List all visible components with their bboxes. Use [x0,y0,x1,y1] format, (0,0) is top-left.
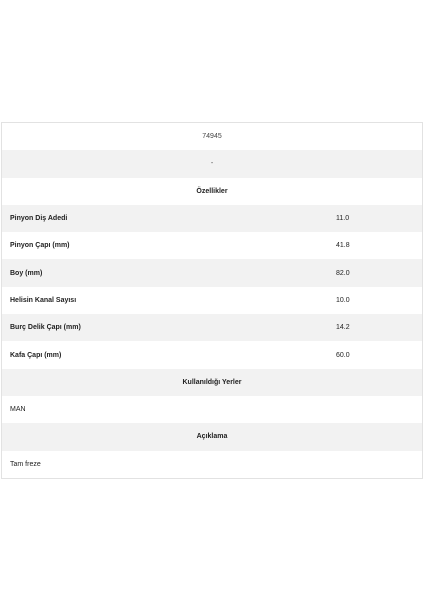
features-title: Özellikler [196,187,228,195]
spec-row [2,341,422,368]
spec-row [2,259,422,286]
description-title: Açıklama [196,433,228,441]
product-code: 74945 [202,133,222,141]
usage-row [2,396,422,423]
spec-label: Kafa Çapı (mm) [10,351,62,359]
spec-value: 82.0 [336,269,350,277]
usage-value: MAN [10,406,26,414]
spec-value: 11.0 [336,215,350,223]
spec-label: Helisin Kanal Sayısı [10,296,77,304]
usage-header-row [2,369,422,396]
product-spec-table [1,122,423,479]
description-header-row [2,423,422,450]
spec-label: Pinyon Çapı (mm) [10,242,70,250]
product-dash-row [2,150,422,177]
spec-row [2,314,422,341]
usage-title: Kullanıldığı Yerler [182,378,242,386]
spec-value: 14.2 [336,324,350,332]
spec-label: Pinyon Diş Adedi [10,215,68,223]
product-code-row [2,123,422,150]
spec-value: 41.8 [336,242,350,250]
features-header-row [2,178,422,205]
spec-row [2,232,422,259]
description-row [2,451,422,478]
spec-row [2,287,422,314]
spec-label: Boy (mm) [10,269,43,277]
product-dash: - [210,160,214,168]
spec-row [2,205,422,232]
spec-value: 60.0 [336,351,350,359]
spec-label: Burç Delik Çapı (mm) [10,324,81,332]
spec-value: 10.0 [336,296,350,304]
description-value: Tam freze [10,460,41,468]
